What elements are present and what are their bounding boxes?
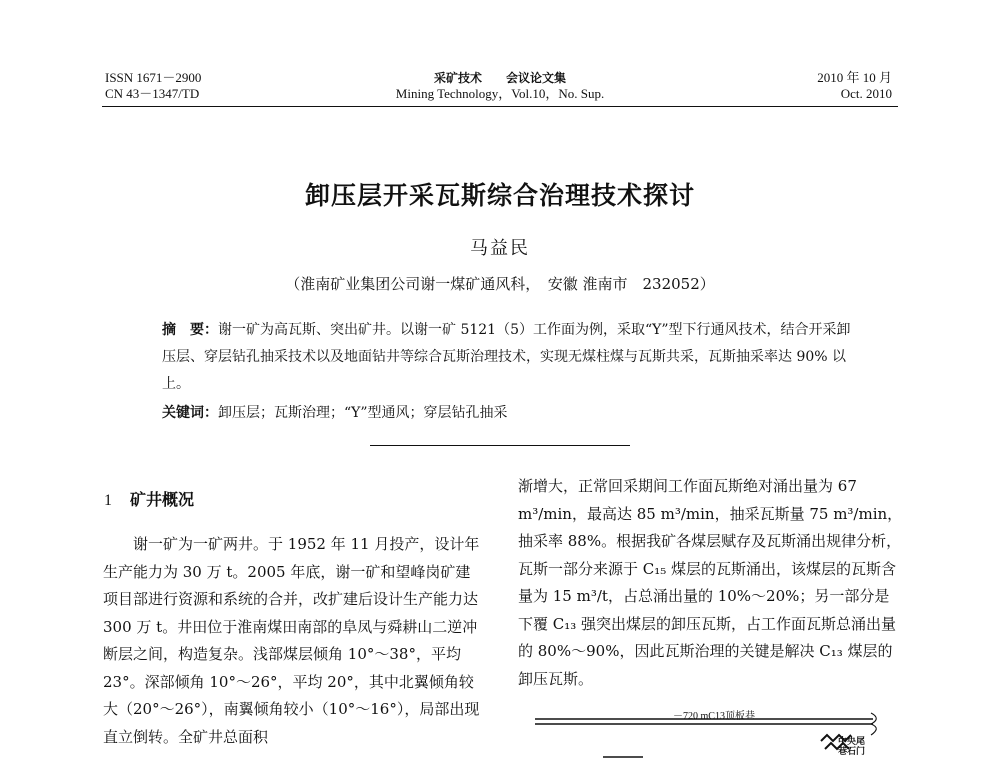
article-title: 卸压层开采瓦斯综合治理技术探讨 xyxy=(304,181,695,210)
abstract-text: 谢一矿为高瓦斯、突出矿井。以谢一矿 5121（5）工作面为例，采取“Y”型下行通风技术，结合开采卸压层、穿层钻孔抽采技术以及地面钻井等综合瓦斯治理技术，实现无煤柱煤与瓦斯共采，瓦斯抽采率达 90% 以上。 xyxy=(162,322,851,392)
figure-note-line2: 巷石门 xyxy=(838,747,866,757)
paragraph: 谢一矿为一矿两井。于 1952 年 11 月投产，设计年生产能力为 30 万 t。2005 年底，谢一矿和望峰岗矿建项目部进行资源和系统的合并，改扩建后设计生产能力达 300 万 t。井田位于淮南煤田南部的阜凤与舜耕山二逆冲断层之间，构造复杂。浅部煤层倾角 10°～38°，平均 23°。深部倾角 10°～26°，平均 20°，其中北翼倾角较大（20°～26°），南翼倾角较小（10°～16°），局部出现直立倒转。全矿井总面积 xyxy=(103,535,480,746)
figure-note-line1: 中央尾 xyxy=(838,737,866,747)
issue-date-cn: 2010 年 10 月 xyxy=(817,70,892,85)
journal-name-en: Mining Technology，Vol.10，No. Sup. xyxy=(395,86,605,101)
abstract xyxy=(162,317,852,398)
paragraph: 渐增大，正常回采期间工作面瓦斯绝对涌出量为 67 m³/min，最高达 85 m³/min，抽采瓦斯量 75 m³/min，抽采率 88%。根据我矿各煤层赋存及瓦斯涌出规律分析，瓦斯一部分来源于 C₁₅ 煤层的瓦斯涌出，该煤层的瓦斯含量为 15 m³/t，占总涌出量的 10%～20%；另一部分是下覆 C₁₃ 强突出煤层的卸压瓦斯，占工作面瓦斯总涌出量的 80%～90%，因此瓦斯治理的关键是解决 C₁₃ 煤层的卸压瓦斯。 xyxy=(518,477,903,688)
keywords-label: 关键词： xyxy=(162,405,218,421)
keywords xyxy=(162,400,852,427)
section-heading xyxy=(104,487,194,510)
keywords-text: 卸压层；瓦斯治理；“Y”型通风；穿层钻孔抽采 xyxy=(218,405,508,421)
article-author: 马益民 xyxy=(470,238,530,259)
body-column-right xyxy=(518,473,904,693)
body-column-left xyxy=(103,531,485,751)
figure-roadway-label: －720 mC13顶板巷 xyxy=(673,711,755,722)
break-mark xyxy=(871,713,876,735)
author-affiliation: （淮南矿业集团公司谢一煤矿通风科， 安徽 淮南市 232052） xyxy=(285,275,715,293)
section-number: 1 xyxy=(104,492,112,509)
abstract-label: 摘 要： xyxy=(162,322,218,338)
section-title: 矿井概况 xyxy=(130,490,195,509)
abstract-separator xyxy=(370,445,630,446)
issue-date xyxy=(817,70,892,102)
figure-note xyxy=(838,737,865,757)
journal-name-cn: 采矿技术 会议论文集 xyxy=(433,71,566,85)
header-rule xyxy=(102,106,898,107)
cn-number: CN 43－1347/TD xyxy=(105,86,200,101)
issn: ISSN 1671－2900 xyxy=(105,70,202,85)
issue-date-en: Oct. 2010 xyxy=(840,86,892,101)
figure-diagram xyxy=(533,705,903,760)
